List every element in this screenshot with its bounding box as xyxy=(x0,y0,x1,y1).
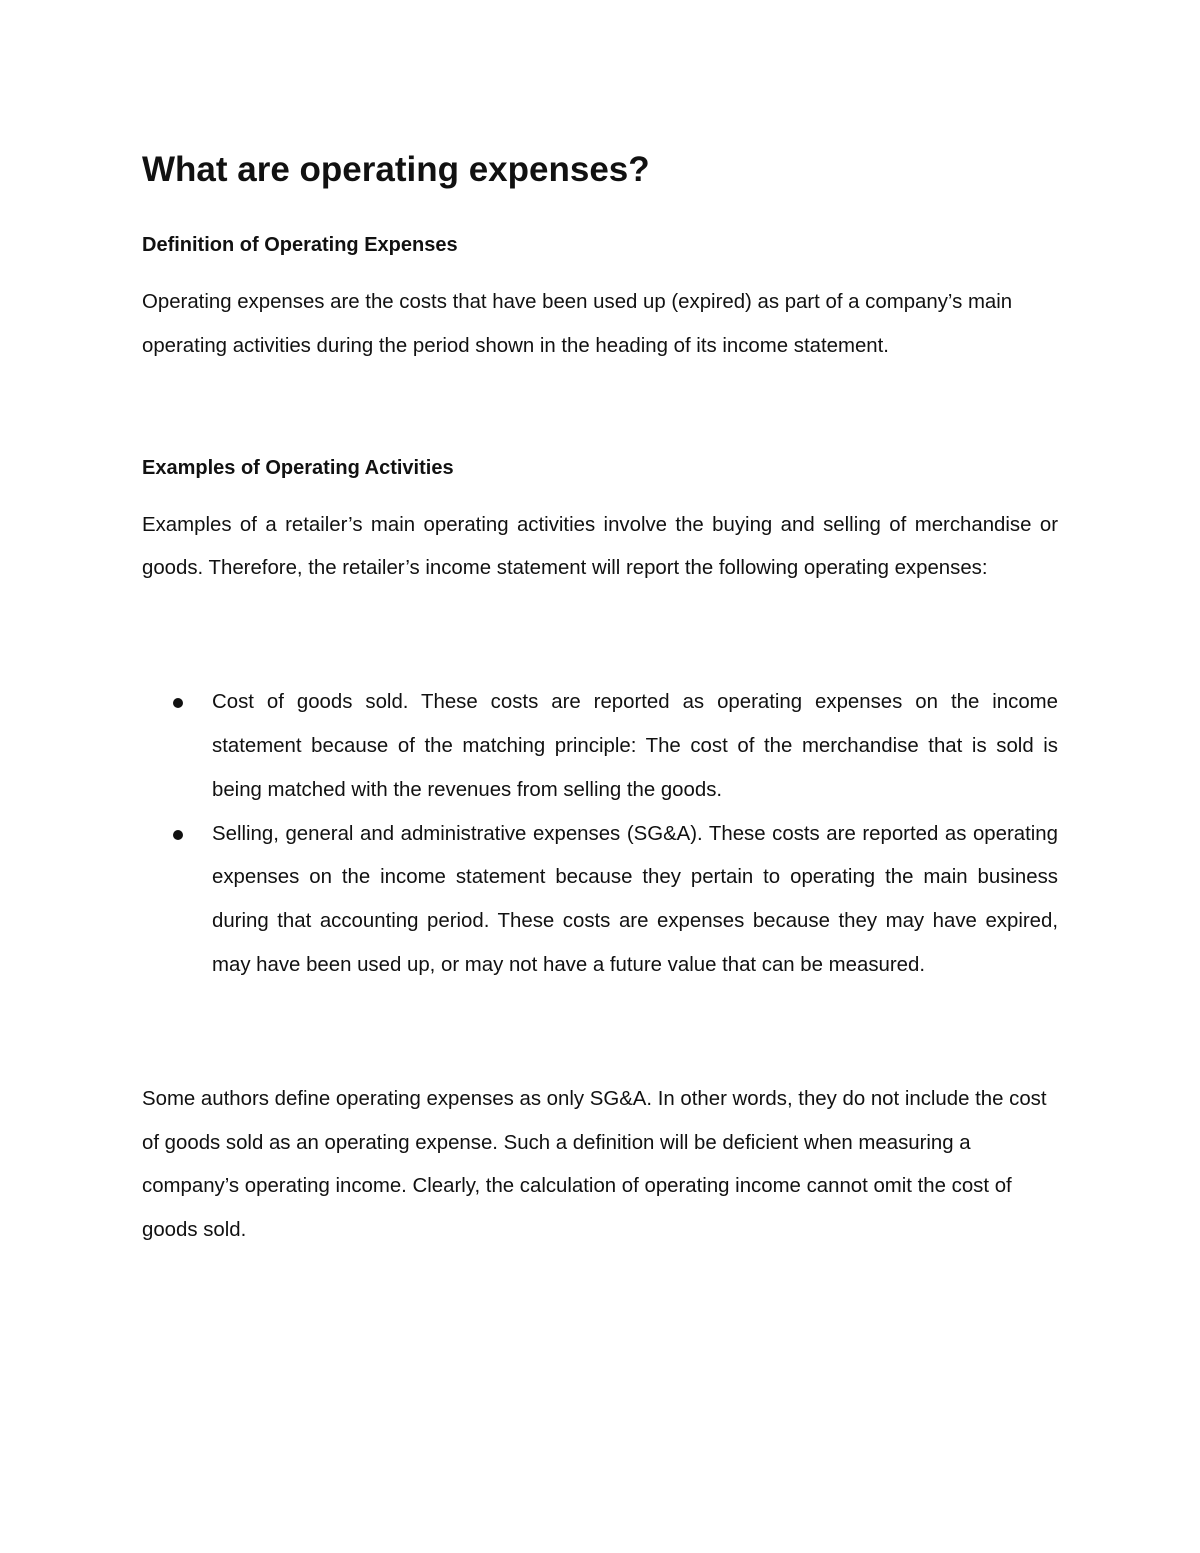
definition-paragraph: Operating expenses are the costs that have been used up (expired) as part of a company’s main operating activities during the period shown in the heading of its income statement. xyxy=(142,291,1013,357)
bullet-icon xyxy=(173,830,183,840)
list-item-text: Selling, general and administrative expenses (SG&A). These costs are reported as operating expenses on the income statement because they pertain to operating the main business during that accounting period. These costs are expenses because they may have expired, may have been used up, or may not have a future value that can be measured. xyxy=(212,822,1058,976)
page-title: What are operating expenses? xyxy=(142,150,650,189)
examples-heading: Examples of Operating Activities xyxy=(142,456,454,479)
document-content xyxy=(142,140,1058,1253)
bullet-icon xyxy=(173,698,183,708)
list-item xyxy=(142,681,1058,812)
list-item-text: Cost of goods sold. These costs are reported as operating expenses on the income statement because of the matching principle: The cost of the merchandise that is sold is being matched with the revenues from selling the goods. xyxy=(212,691,1058,801)
closing-paragraph: Some authors define operating expenses as only SG&A. In other words, they do not include the cost of goods sold as an operating expense. Such a definition will be deficient when measuring a company’s operating income. Clearly, the calculation of operating income cannot omit the cost of goods sold. xyxy=(142,1087,1047,1242)
examples-paragraph: Examples of a retailer’s main operating activities involve the buying and selling of merchandise or goods. Therefore, the retailer’s income statement will report the following operating expenses: xyxy=(142,513,1058,580)
definition-heading: Definition of Operating Expenses xyxy=(142,234,458,256)
operating-expenses-list xyxy=(142,681,1058,988)
list-item xyxy=(142,813,1058,988)
